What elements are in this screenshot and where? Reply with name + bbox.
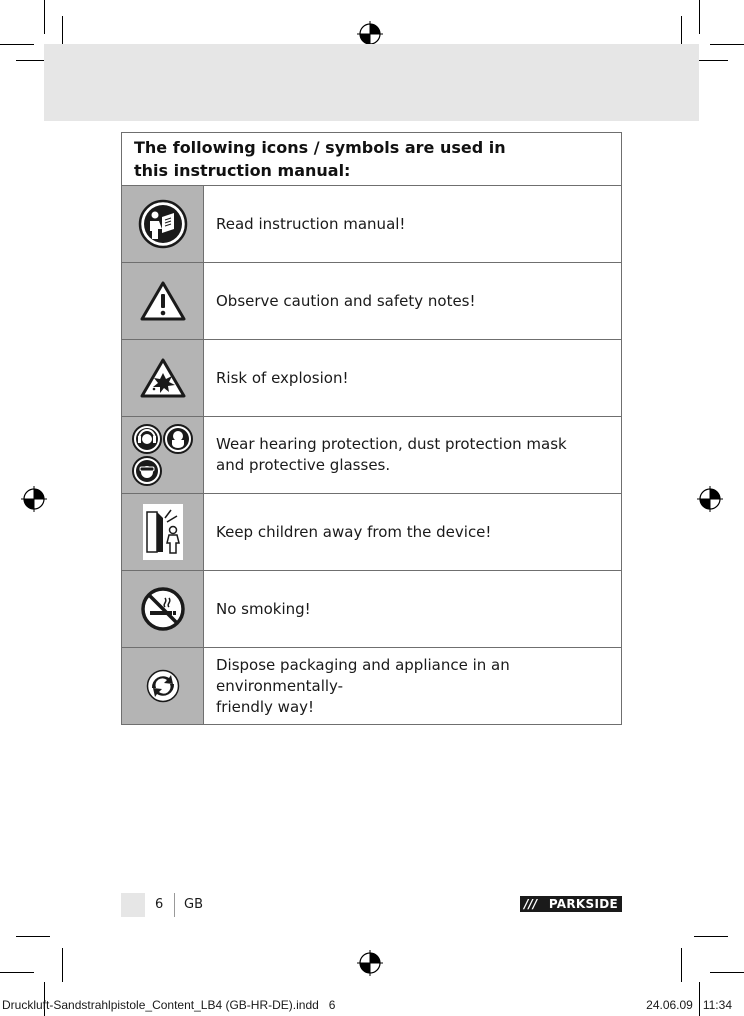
row-text bbox=[204, 648, 622, 725]
dust-mask-icon bbox=[164, 425, 192, 453]
crop-mark bbox=[710, 972, 744, 973]
row-text: No smoking! bbox=[204, 571, 622, 648]
table-row bbox=[122, 186, 622, 263]
row-text: Keep children away from the device! bbox=[204, 494, 622, 571]
logo-text: PARKSIDE bbox=[548, 897, 618, 911]
row-text-line: friendly way! bbox=[216, 697, 315, 716]
logo-slashes: /// bbox=[524, 897, 538, 911]
row-text: Observe caution and safety notes! bbox=[204, 263, 622, 340]
table-row bbox=[122, 340, 622, 417]
registration-mark-icon bbox=[357, 950, 383, 976]
row-text-line: Wear hearing protection, dust protection mask bbox=[216, 435, 567, 453]
icon-cell bbox=[122, 417, 204, 494]
crop-mark bbox=[694, 60, 728, 61]
symbols-table bbox=[121, 132, 622, 725]
crop-mark bbox=[16, 936, 50, 937]
row-text bbox=[204, 417, 622, 494]
registration-mark-icon bbox=[21, 486, 47, 512]
crop-mark bbox=[681, 948, 682, 982]
row-text: Risk of explosion! bbox=[204, 340, 622, 417]
crop-mark bbox=[0, 44, 34, 45]
explosion-icon bbox=[140, 357, 186, 399]
row-text-line: Dispose packaging and appliance in an environmentally- bbox=[216, 655, 510, 695]
icon-cell bbox=[122, 263, 204, 340]
hearing-protection-icon bbox=[133, 425, 161, 453]
crop-mark bbox=[710, 44, 744, 45]
read-manual-icon bbox=[138, 199, 188, 249]
table-row bbox=[122, 648, 622, 725]
table-row bbox=[122, 417, 622, 494]
footer-gray-box bbox=[121, 893, 145, 917]
footer-divider bbox=[174, 893, 175, 917]
table-heading-line: this instruction manual: bbox=[134, 161, 351, 180]
registration-mark-icon bbox=[697, 486, 723, 512]
icon-cell bbox=[122, 648, 204, 725]
crop-mark bbox=[699, 0, 700, 34]
no-smoking-icon bbox=[141, 587, 185, 631]
crop-mark bbox=[694, 936, 728, 937]
table-row bbox=[122, 263, 622, 340]
warning-triangle-icon bbox=[140, 280, 186, 322]
parkside-logo bbox=[520, 896, 622, 912]
icon-cell bbox=[122, 571, 204, 648]
icon-cell bbox=[122, 494, 204, 571]
protective-glasses-icon bbox=[133, 457, 161, 485]
table-heading-line: The following icons / symbols are used in bbox=[134, 138, 506, 157]
row-text-line: and protective glasses. bbox=[216, 456, 391, 474]
table-row bbox=[122, 571, 622, 648]
table-heading bbox=[122, 133, 622, 186]
slug-filename: Druckluft-Sandstrahlpistole_Content_LB4 (GB-HR-DE).indd 6 bbox=[2, 998, 336, 1012]
row-text: Read instruction manual! bbox=[204, 186, 622, 263]
slug-datetime: 24.06.09 11:34 bbox=[646, 998, 732, 1012]
language-code: GB bbox=[184, 897, 203, 912]
icon-cell bbox=[122, 186, 204, 263]
crop-mark bbox=[0, 972, 34, 973]
header-band bbox=[44, 44, 699, 121]
table-row bbox=[122, 494, 622, 571]
keep-children-away-icon bbox=[143, 504, 183, 560]
ppe-icons bbox=[131, 422, 195, 488]
crop-mark bbox=[62, 948, 63, 982]
table-header-row bbox=[122, 133, 622, 186]
icon-cell bbox=[122, 340, 204, 417]
crop-mark bbox=[44, 0, 45, 34]
page-number: 6 bbox=[155, 897, 164, 912]
recycle-icon bbox=[146, 669, 180, 703]
